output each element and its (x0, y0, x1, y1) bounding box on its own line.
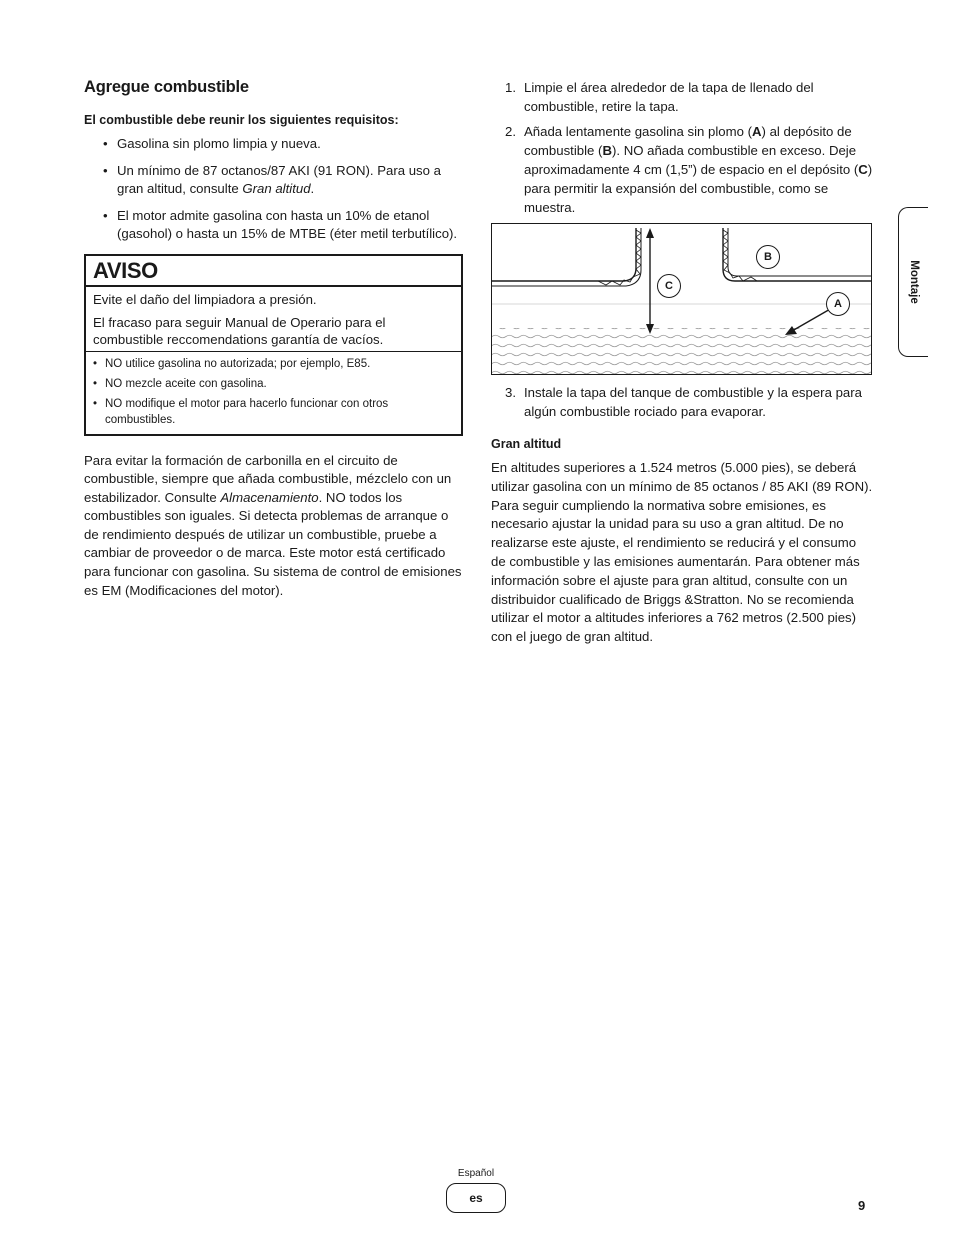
notice-title: AVISO (86, 256, 461, 287)
section-side-tab (898, 207, 928, 357)
cross-reference: Gran altitud (242, 181, 311, 196)
callout-b: B (756, 245, 780, 269)
list-item: • NO utilice gasolina no autorizada; por ejemplo, E85. (93, 356, 454, 372)
right-column (491, 78, 873, 647)
step-item: 2. Añada lentamente gasolina sin plomo (A) al depósito de combustible (B). NO añada combustible en exceso. Deje aproximadamente 4 cm (1,5”) de espacio en el depósito (C) para permitir la expansión del combustible, como se muestra. (505, 124, 873, 215)
tank-wall-right (723, 228, 871, 281)
list-item: • NO modifique el motor para hacerlo funcionar con otros combustibles. (93, 396, 454, 428)
list-item: • Gasolina sin plomo limpia y nueva. (84, 135, 464, 154)
step-item: 1. Limpie el área alrededor de la tapa de llenado del combustible, retire la tapa. (505, 80, 814, 114)
notice-paragraph: El fracaso para seguir Manual de Operario para el combustible reccomendations garantía de vacíos. (93, 314, 386, 347)
language-badge: es (446, 1183, 506, 1213)
tank-wall-left (492, 228, 636, 281)
tank-wall-right-inner (728, 228, 871, 276)
fuel-tank-diagram (491, 223, 872, 375)
notice-box (84, 254, 463, 436)
arrow-head-up (646, 228, 654, 238)
page-number: 9 (858, 1198, 866, 1213)
fuel-arrow (792, 308, 832, 331)
list-item: • El motor admite gasolina con hasta un 10% de etanol (gasohol) o hasta un 15% de MTBE (éter metil terbutílico). (84, 207, 464, 244)
requirements-heading: El combustible debe reunir los siguientes requisitos: (84, 113, 399, 127)
notice-bullets (86, 352, 461, 434)
high-altitude-heading: Gran altitud (491, 437, 562, 451)
stabilizer-paragraph: Para evitar la formación de carbonilla en el circuito de combustible, siempre que añada combustible, mézclelo con un estabilizador. Consulte Almacenamiento. NO todos los combustibles son iguales. Si detecta problemas de arranque o de rendimiento después de utilizar un combustible, pruebe a cambiar de proveedor o de marca. Este motor está certificado para funcionar con gasolina. Su sistema de control de emisiones es EM (Modificaciones del motor). (84, 452, 462, 598)
notice-body (86, 287, 461, 352)
requirements-list (84, 135, 464, 244)
notice-paragraph: Evite el daño del limpiadora a presión. (93, 291, 317, 307)
cross-reference: Almacenamiento (220, 489, 319, 505)
side-tab-label: Montaje (907, 260, 920, 304)
tank-weld-left (598, 230, 641, 285)
steps-list-continued (491, 383, 873, 421)
tank-wall-left-inner (492, 228, 641, 286)
list-item: • Un mínimo de 87 octanos/87 AKI (91 RON). Para uso a gran altitud, consulte Gran altitud. (84, 162, 464, 199)
steps-list (491, 78, 873, 217)
callout-c: C (657, 274, 681, 298)
list-item: • NO mezcle aceite con gasolina. (93, 376, 454, 392)
section-title: Agregue combustible (84, 78, 249, 96)
high-altitude-paragraph: En altitudes superiores a 1.524 metros (5.000 pies), se deberá utilizar gasolina con un mínimo de 85 octanos / 85 AKI (89 RON). Para seguir cumpliendo la normativa sobre emisiones, es necesario ajustar la unidad para su uso a gran altitud. De no realizarse este ajuste, el rendimiento se reducirá y el consumo de combustible y las emisiones aumentarán. Para obtener más información sobre el ajuste para gran altitud, consulte con un distribuidor cualificado de Briggs &Stratton. No se recomienda utilizar el motor a altitudes inferiores a 762 metros (2.500 pies) con el juego de gran altitud. (491, 460, 873, 645)
step-item: 3. Instale la tapa del tanque de combustible y la espera para algún combustible rociado para evaporar. (505, 385, 862, 419)
left-column (84, 78, 464, 600)
language-label: Español (457, 1168, 495, 1179)
callout-a: A (826, 292, 850, 316)
fuel-tank-drawing (492, 224, 871, 374)
fuel-liquid (492, 328, 871, 374)
